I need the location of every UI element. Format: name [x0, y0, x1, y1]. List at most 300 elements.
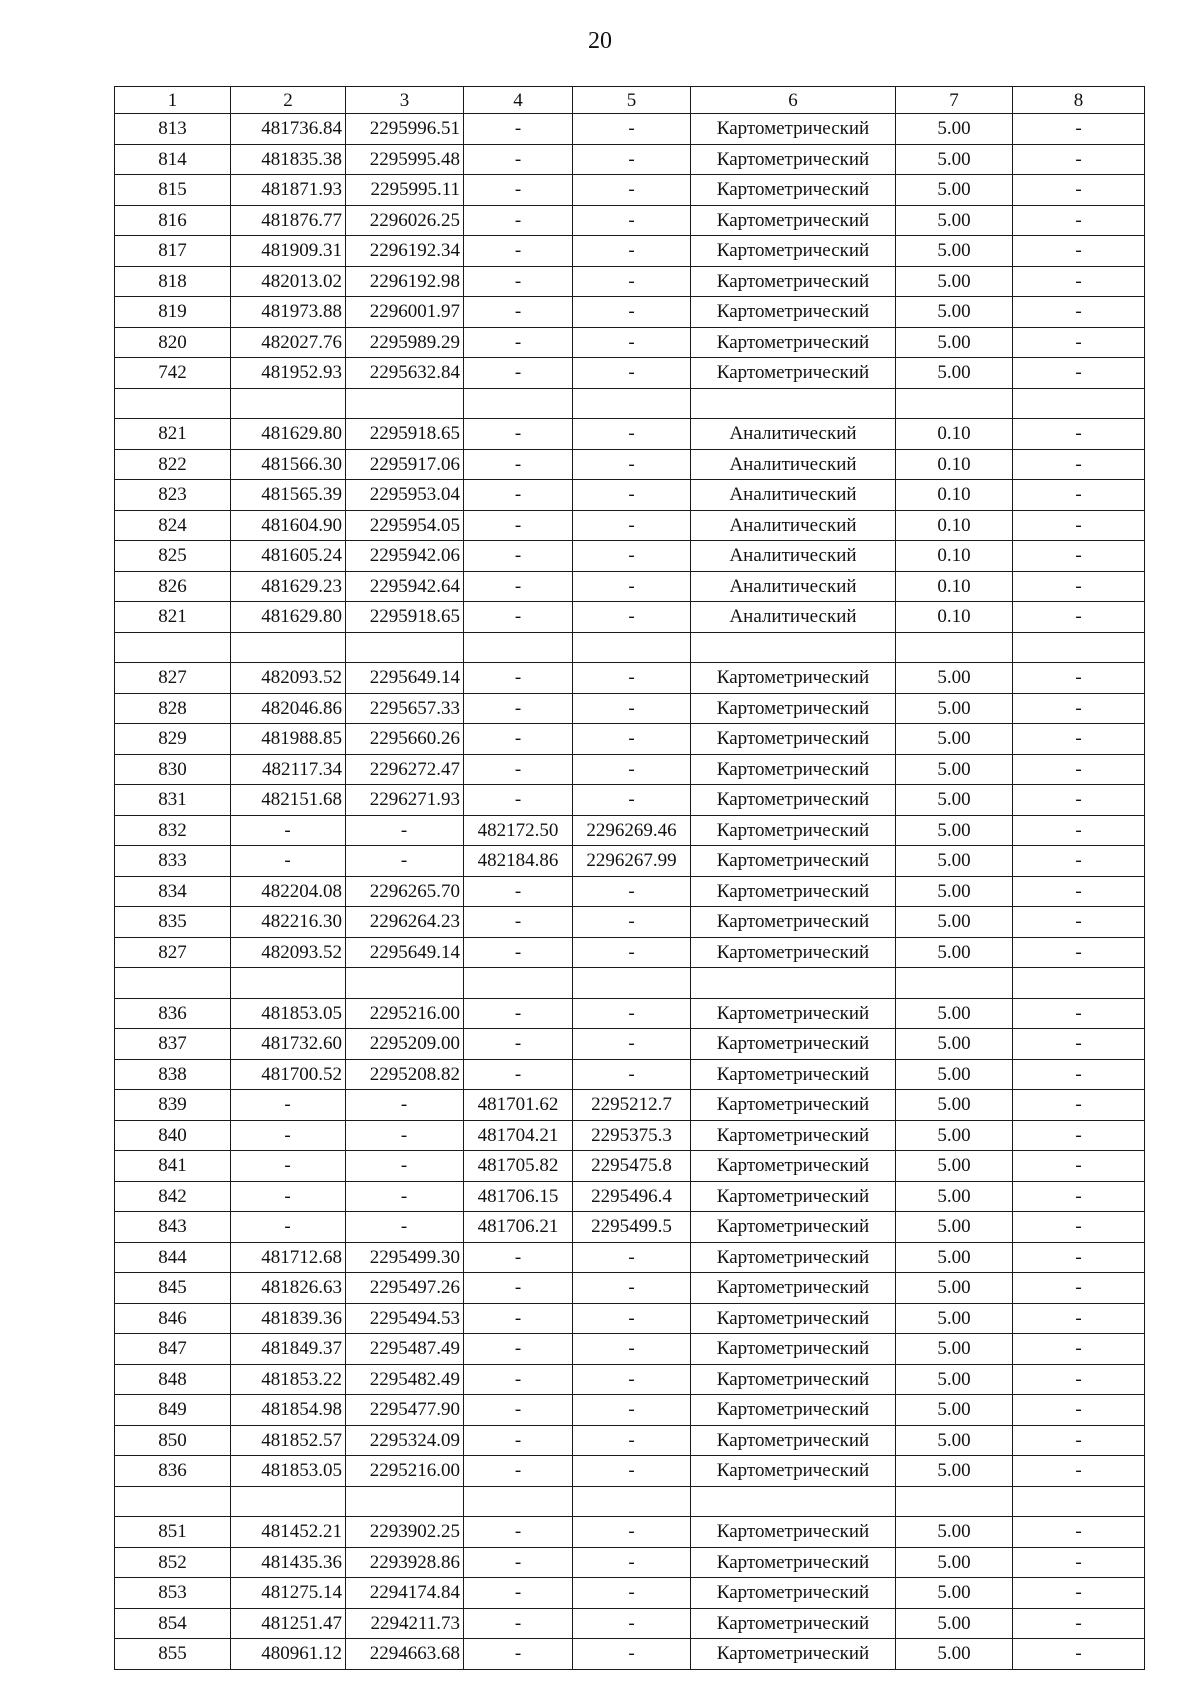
- y-coordinate-cell: -: [346, 1151, 464, 1182]
- y-old-coordinate-cell: 2295475.8: [573, 1151, 691, 1182]
- table-row: [115, 419, 1145, 450]
- note-cell: -: [1013, 205, 1145, 236]
- x-coordinate-cell: -: [231, 1151, 346, 1182]
- method-cell: [691, 1486, 896, 1517]
- accuracy-cell: 5.00: [896, 358, 1013, 389]
- method-cell: Картометрический: [691, 724, 896, 755]
- accuracy-cell: 5.00: [896, 1303, 1013, 1334]
- accuracy-cell: 5.00: [896, 1578, 1013, 1609]
- x-old-coordinate-cell: -: [464, 937, 573, 968]
- note-cell: -: [1013, 724, 1145, 755]
- note-cell: [1013, 632, 1145, 663]
- y-coordinate-cell: 2295953.04: [346, 480, 464, 511]
- column-header: 5: [573, 87, 691, 114]
- point-number-cell: 818: [115, 266, 231, 297]
- note-cell: -: [1013, 693, 1145, 724]
- method-cell: Картометрический: [691, 785, 896, 816]
- point-number-cell: 844: [115, 1242, 231, 1273]
- y-coordinate-cell: 2295942.06: [346, 541, 464, 572]
- point-number-cell: 821: [115, 602, 231, 633]
- note-cell: -: [1013, 1547, 1145, 1578]
- y-old-coordinate-cell: 2295212.7: [573, 1090, 691, 1121]
- table-row: [115, 663, 1145, 694]
- table-row: [115, 754, 1145, 785]
- y-old-coordinate-cell: -: [573, 876, 691, 907]
- point-number-cell: 827: [115, 663, 231, 694]
- table-row: [115, 815, 1145, 846]
- point-number-cell: 841: [115, 1151, 231, 1182]
- note-cell: -: [1013, 175, 1145, 206]
- accuracy-cell: [896, 1486, 1013, 1517]
- x-old-coordinate-cell: -: [464, 1578, 573, 1609]
- point-number-cell: 839: [115, 1090, 231, 1121]
- y-old-coordinate-cell: -: [573, 541, 691, 572]
- x-coordinate-cell: -: [231, 1181, 346, 1212]
- method-cell: Картометрический: [691, 1456, 896, 1487]
- table-row: [115, 266, 1145, 297]
- y-coordinate-cell: 2295996.51: [346, 114, 464, 145]
- y-old-coordinate-cell: -: [573, 1547, 691, 1578]
- table-row: [115, 785, 1145, 816]
- y-old-coordinate-cell: -: [573, 1273, 691, 1304]
- x-old-coordinate-cell: -: [464, 663, 573, 694]
- y-old-coordinate-cell: -: [573, 114, 691, 145]
- y-coordinate-cell: 2293902.25: [346, 1517, 464, 1548]
- x-coordinate-cell: 481629.80: [231, 602, 346, 633]
- point-number-cell: [115, 968, 231, 999]
- table-row: [115, 937, 1145, 968]
- note-cell: -: [1013, 663, 1145, 694]
- y-old-coordinate-cell: -: [573, 1578, 691, 1609]
- method-cell: Картометрический: [691, 693, 896, 724]
- table-row: [115, 1212, 1145, 1243]
- point-number-cell: 835: [115, 907, 231, 938]
- x-coordinate-cell: 481839.36: [231, 1303, 346, 1334]
- x-old-coordinate-cell: [464, 632, 573, 663]
- y-coordinate-cell: 2295497.26: [346, 1273, 464, 1304]
- y-coordinate-cell: 2295649.14: [346, 663, 464, 694]
- method-cell: [691, 968, 896, 999]
- column-header: 4: [464, 87, 573, 114]
- table-row: [115, 1425, 1145, 1456]
- x-old-coordinate-cell: -: [464, 541, 573, 572]
- y-coordinate-cell: [346, 632, 464, 663]
- x-coordinate-cell: 481605.24: [231, 541, 346, 572]
- accuracy-cell: 5.00: [896, 1425, 1013, 1456]
- x-coordinate-cell: 481826.63: [231, 1273, 346, 1304]
- table-row: [115, 571, 1145, 602]
- accuracy-cell: 5.00: [896, 1090, 1013, 1121]
- table-row: [115, 1608, 1145, 1639]
- y-old-coordinate-cell: -: [573, 663, 691, 694]
- method-cell: Аналитический: [691, 510, 896, 541]
- table-row: [115, 1334, 1145, 1365]
- y-old-coordinate-cell: -: [573, 1395, 691, 1426]
- x-old-coordinate-cell: -: [464, 1547, 573, 1578]
- x-old-coordinate-cell: -: [464, 602, 573, 633]
- y-coordinate-cell: 2296026.25: [346, 205, 464, 236]
- accuracy-cell: 5.00: [896, 175, 1013, 206]
- point-number-cell: 842: [115, 1181, 231, 1212]
- point-number-cell: 854: [115, 1608, 231, 1639]
- table-row: [115, 205, 1145, 236]
- x-old-coordinate-cell: -: [464, 327, 573, 358]
- table-row: [115, 1059, 1145, 1090]
- table-row: [115, 1303, 1145, 1334]
- method-cell: Картометрический: [691, 1273, 896, 1304]
- note-cell: -: [1013, 1639, 1145, 1670]
- note-cell: -: [1013, 907, 1145, 938]
- y-coordinate-cell: -: [346, 1090, 464, 1121]
- y-old-coordinate-cell: -: [573, 327, 691, 358]
- x-coordinate-cell: -: [231, 1212, 346, 1243]
- x-old-coordinate-cell: 482184.86: [464, 846, 573, 877]
- accuracy-cell: 5.00: [896, 693, 1013, 724]
- x-coordinate-cell: -: [231, 1120, 346, 1151]
- method-cell: Картометрический: [691, 266, 896, 297]
- column-header: 6: [691, 87, 896, 114]
- point-number-cell: 849: [115, 1395, 231, 1426]
- y-old-coordinate-cell: -: [573, 1059, 691, 1090]
- table-row: [115, 1364, 1145, 1395]
- method-cell: Картометрический: [691, 1517, 896, 1548]
- x-coordinate-cell: 482093.52: [231, 937, 346, 968]
- table-body: [115, 87, 1145, 1670]
- method-cell: Картометрический: [691, 876, 896, 907]
- table-row: [115, 1181, 1145, 1212]
- x-coordinate-cell: 481988.85: [231, 724, 346, 755]
- point-number-cell: 817: [115, 236, 231, 267]
- point-number-cell: 829: [115, 724, 231, 755]
- point-number-cell: 813: [115, 114, 231, 145]
- y-coordinate-cell: 2296265.70: [346, 876, 464, 907]
- method-cell: Картометрический: [691, 663, 896, 694]
- note-cell: -: [1013, 480, 1145, 511]
- x-coordinate-cell: 480961.12: [231, 1639, 346, 1670]
- accuracy-cell: 0.10: [896, 419, 1013, 450]
- x-old-coordinate-cell: -: [464, 205, 573, 236]
- note-cell: -: [1013, 1059, 1145, 1090]
- x-coordinate-cell: 482117.34: [231, 754, 346, 785]
- y-coordinate-cell: -: [346, 1181, 464, 1212]
- x-old-coordinate-cell: -: [464, 236, 573, 267]
- y-coordinate-cell: [346, 1486, 464, 1517]
- x-old-coordinate-cell: -: [464, 1059, 573, 1090]
- note-cell: -: [1013, 1303, 1145, 1334]
- table-row: [115, 1273, 1145, 1304]
- y-coordinate-cell: 2295995.11: [346, 175, 464, 206]
- method-cell: [691, 388, 896, 419]
- note-cell: -: [1013, 1151, 1145, 1182]
- accuracy-cell: 0.10: [896, 602, 1013, 633]
- x-old-coordinate-cell: -: [464, 510, 573, 541]
- note-cell: -: [1013, 1425, 1145, 1456]
- y-coordinate-cell: -: [346, 1120, 464, 1151]
- method-cell: Картометрический: [691, 1639, 896, 1670]
- y-old-coordinate-cell: [573, 388, 691, 419]
- accuracy-cell: 5.00: [896, 1242, 1013, 1273]
- method-cell: Аналитический: [691, 602, 896, 633]
- y-coordinate-cell: [346, 388, 464, 419]
- y-old-coordinate-cell: -: [573, 510, 691, 541]
- y-old-coordinate-cell: 2296269.46: [573, 815, 691, 846]
- y-old-coordinate-cell: -: [573, 1608, 691, 1639]
- point-number-cell: 843: [115, 1212, 231, 1243]
- point-number-cell: 853: [115, 1578, 231, 1609]
- x-old-coordinate-cell: -: [464, 693, 573, 724]
- point-number-cell: [115, 632, 231, 663]
- method-cell: Картометрический: [691, 1578, 896, 1609]
- accuracy-cell: 5.00: [896, 1517, 1013, 1548]
- accuracy-cell: 5.00: [896, 1029, 1013, 1060]
- x-old-coordinate-cell: 481704.21: [464, 1120, 573, 1151]
- x-old-coordinate-cell: -: [464, 1273, 573, 1304]
- note-cell: -: [1013, 1395, 1145, 1426]
- accuracy-cell: 5.00: [896, 1608, 1013, 1639]
- note-cell: -: [1013, 602, 1145, 633]
- y-old-coordinate-cell: 2296267.99: [573, 846, 691, 877]
- table-row: [115, 236, 1145, 267]
- x-coordinate-cell: 481452.21: [231, 1517, 346, 1548]
- x-coordinate-cell: 481736.84: [231, 114, 346, 145]
- x-old-coordinate-cell: -: [464, 1303, 573, 1334]
- note-cell: -: [1013, 1242, 1145, 1273]
- accuracy-cell: [896, 632, 1013, 663]
- note-cell: [1013, 388, 1145, 419]
- x-old-coordinate-cell: -: [464, 419, 573, 450]
- table-row: [115, 510, 1145, 541]
- x-old-coordinate-cell: -: [464, 1608, 573, 1639]
- method-cell: Картометрический: [691, 907, 896, 938]
- x-old-coordinate-cell: -: [464, 998, 573, 1029]
- y-old-coordinate-cell: -: [573, 449, 691, 480]
- x-coordinate-cell: -: [231, 815, 346, 846]
- note-cell: -: [1013, 1364, 1145, 1395]
- x-old-coordinate-cell: -: [464, 1456, 573, 1487]
- point-number-cell: 827: [115, 937, 231, 968]
- x-old-coordinate-cell: 481706.15: [464, 1181, 573, 1212]
- table-row: [115, 1090, 1145, 1121]
- method-cell: Аналитический: [691, 419, 896, 450]
- method-cell: Картометрический: [691, 1303, 896, 1334]
- note-cell: -: [1013, 266, 1145, 297]
- note-cell: -: [1013, 1120, 1145, 1151]
- method-cell: Картометрический: [691, 358, 896, 389]
- y-coordinate-cell: 2295660.26: [346, 724, 464, 755]
- accuracy-cell: 5.00: [896, 297, 1013, 328]
- x-old-coordinate-cell: 481701.62: [464, 1090, 573, 1121]
- method-cell: Картометрический: [691, 1334, 896, 1365]
- y-coordinate-cell: 2295487.49: [346, 1334, 464, 1365]
- y-old-coordinate-cell: -: [573, 266, 691, 297]
- x-coordinate-cell: 481251.47: [231, 1608, 346, 1639]
- y-old-coordinate-cell: -: [573, 754, 691, 785]
- table-row: [115, 1578, 1145, 1609]
- accuracy-cell: 0.10: [896, 449, 1013, 480]
- x-coordinate-cell: 481973.88: [231, 297, 346, 328]
- x-old-coordinate-cell: -: [464, 1517, 573, 1548]
- accuracy-cell: 5.00: [896, 1639, 1013, 1670]
- y-coordinate-cell: 2295477.90: [346, 1395, 464, 1426]
- y-coordinate-cell: 2295917.06: [346, 449, 464, 480]
- y-old-coordinate-cell: [573, 1486, 691, 1517]
- x-coordinate-cell: [231, 632, 346, 663]
- table-row: [115, 693, 1145, 724]
- method-cell: Картометрический: [691, 1029, 896, 1060]
- x-coordinate-cell: [231, 968, 346, 999]
- y-old-coordinate-cell: -: [573, 724, 691, 755]
- y-coordinate-cell: -: [346, 815, 464, 846]
- point-number-cell: 820: [115, 327, 231, 358]
- y-coordinate-cell: [346, 968, 464, 999]
- note-cell: -: [1013, 876, 1145, 907]
- point-number-cell: 824: [115, 510, 231, 541]
- y-old-coordinate-cell: -: [573, 480, 691, 511]
- accuracy-cell: 5.00: [896, 785, 1013, 816]
- table-row: [115, 602, 1145, 633]
- point-number-cell: 831: [115, 785, 231, 816]
- x-old-coordinate-cell: [464, 1486, 573, 1517]
- accuracy-cell: 5.00: [896, 1395, 1013, 1426]
- y-old-coordinate-cell: -: [573, 1517, 691, 1548]
- y-old-coordinate-cell: [573, 632, 691, 663]
- column-header: 2: [231, 87, 346, 114]
- table-row: [115, 114, 1145, 145]
- x-old-coordinate-cell: -: [464, 876, 573, 907]
- accuracy-cell: 5.00: [896, 144, 1013, 175]
- note-cell: -: [1013, 541, 1145, 572]
- note-cell: -: [1013, 998, 1145, 1029]
- table-row: [115, 998, 1145, 1029]
- y-coordinate-cell: 2293928.86: [346, 1547, 464, 1578]
- method-cell: Картометрический: [691, 1364, 896, 1395]
- table-row: [115, 1242, 1145, 1273]
- x-coordinate-cell: 482027.76: [231, 327, 346, 358]
- y-coordinate-cell: 2295499.30: [346, 1242, 464, 1273]
- accuracy-cell: 5.00: [896, 663, 1013, 694]
- x-old-coordinate-cell: -: [464, 1425, 573, 1456]
- method-cell: Картометрический: [691, 236, 896, 267]
- method-cell: Картометрический: [691, 815, 896, 846]
- point-number-cell: 822: [115, 449, 231, 480]
- point-number-cell: 816: [115, 205, 231, 236]
- method-cell: Аналитический: [691, 480, 896, 511]
- accuracy-cell: 5.00: [896, 1547, 1013, 1578]
- y-coordinate-cell: 2295482.49: [346, 1364, 464, 1395]
- table-row: [115, 907, 1145, 938]
- y-coordinate-cell: 2295918.65: [346, 419, 464, 450]
- x-old-coordinate-cell: [464, 388, 573, 419]
- x-old-coordinate-cell: -: [464, 449, 573, 480]
- table-row: [115, 1517, 1145, 1548]
- point-number-cell: 845: [115, 1273, 231, 1304]
- column-header: 8: [1013, 87, 1145, 114]
- point-number-cell: 826: [115, 571, 231, 602]
- note-cell: -: [1013, 1456, 1145, 1487]
- method-cell: Картометрический: [691, 175, 896, 206]
- x-coordinate-cell: 481871.93: [231, 175, 346, 206]
- x-old-coordinate-cell: -: [464, 480, 573, 511]
- method-cell: Картометрический: [691, 1212, 896, 1243]
- table-row: [115, 1456, 1145, 1487]
- x-old-coordinate-cell: -: [464, 175, 573, 206]
- x-coordinate-cell: 481712.68: [231, 1242, 346, 1273]
- x-old-coordinate-cell: -: [464, 297, 573, 328]
- y-coordinate-cell: 2296271.93: [346, 785, 464, 816]
- accuracy-cell: 5.00: [896, 1364, 1013, 1395]
- y-coordinate-cell: 2295657.33: [346, 693, 464, 724]
- x-coordinate-cell: [231, 1486, 346, 1517]
- accuracy-cell: 5.00: [896, 1059, 1013, 1090]
- note-cell: -: [1013, 754, 1145, 785]
- note-cell: -: [1013, 327, 1145, 358]
- accuracy-cell: 5.00: [896, 724, 1013, 755]
- y-coordinate-cell: 2296272.47: [346, 754, 464, 785]
- x-coordinate-cell: 481952.93: [231, 358, 346, 389]
- point-number-cell: 847: [115, 1334, 231, 1365]
- accuracy-cell: 5.00: [896, 236, 1013, 267]
- method-cell: Картометрический: [691, 754, 896, 785]
- x-old-coordinate-cell: -: [464, 571, 573, 602]
- point-number-cell: 850: [115, 1425, 231, 1456]
- x-old-coordinate-cell: -: [464, 1029, 573, 1060]
- x-old-coordinate-cell: [464, 968, 573, 999]
- note-cell: -: [1013, 144, 1145, 175]
- method-cell: [691, 632, 896, 663]
- y-old-coordinate-cell: -: [573, 1029, 691, 1060]
- y-old-coordinate-cell: [573, 968, 691, 999]
- x-old-coordinate-cell: 481706.21: [464, 1212, 573, 1243]
- x-coordinate-cell: 482216.30: [231, 907, 346, 938]
- y-old-coordinate-cell: -: [573, 297, 691, 328]
- x-old-coordinate-cell: -: [464, 1395, 573, 1426]
- x-coordinate-cell: 481629.80: [231, 419, 346, 450]
- method-cell: Картометрический: [691, 327, 896, 358]
- method-cell: Картометрический: [691, 1395, 896, 1426]
- y-old-coordinate-cell: -: [573, 1639, 691, 1670]
- point-number-cell: 828: [115, 693, 231, 724]
- y-old-coordinate-cell: -: [573, 1364, 691, 1395]
- note-cell: -: [1013, 1608, 1145, 1639]
- x-coordinate-cell: 482204.08: [231, 876, 346, 907]
- y-coordinate-cell: 2294663.68: [346, 1639, 464, 1670]
- point-number-cell: 837: [115, 1029, 231, 1060]
- accuracy-cell: 5.00: [896, 205, 1013, 236]
- x-old-coordinate-cell: -: [464, 114, 573, 145]
- method-cell: Картометрический: [691, 205, 896, 236]
- note-cell: -: [1013, 785, 1145, 816]
- table-row: [115, 1639, 1145, 1670]
- table-row: [115, 541, 1145, 572]
- accuracy-cell: 5.00: [896, 754, 1013, 785]
- accuracy-cell: [896, 968, 1013, 999]
- table-separator-row: [115, 1486, 1145, 1517]
- x-old-coordinate-cell: -: [464, 1242, 573, 1273]
- y-coordinate-cell: 2295649.14: [346, 937, 464, 968]
- x-old-coordinate-cell: -: [464, 1334, 573, 1365]
- y-coordinate-cell: 2295632.84: [346, 358, 464, 389]
- point-number-cell: 814: [115, 144, 231, 175]
- method-cell: Аналитический: [691, 571, 896, 602]
- x-coordinate-cell: 481853.05: [231, 1456, 346, 1487]
- note-cell: -: [1013, 1090, 1145, 1121]
- x-coordinate-cell: 481849.37: [231, 1334, 346, 1365]
- y-old-coordinate-cell: -: [573, 419, 691, 450]
- x-coordinate-cell: 481835.38: [231, 144, 346, 175]
- point-number-cell: 833: [115, 846, 231, 877]
- x-old-coordinate-cell: -: [464, 1639, 573, 1670]
- y-old-coordinate-cell: -: [573, 785, 691, 816]
